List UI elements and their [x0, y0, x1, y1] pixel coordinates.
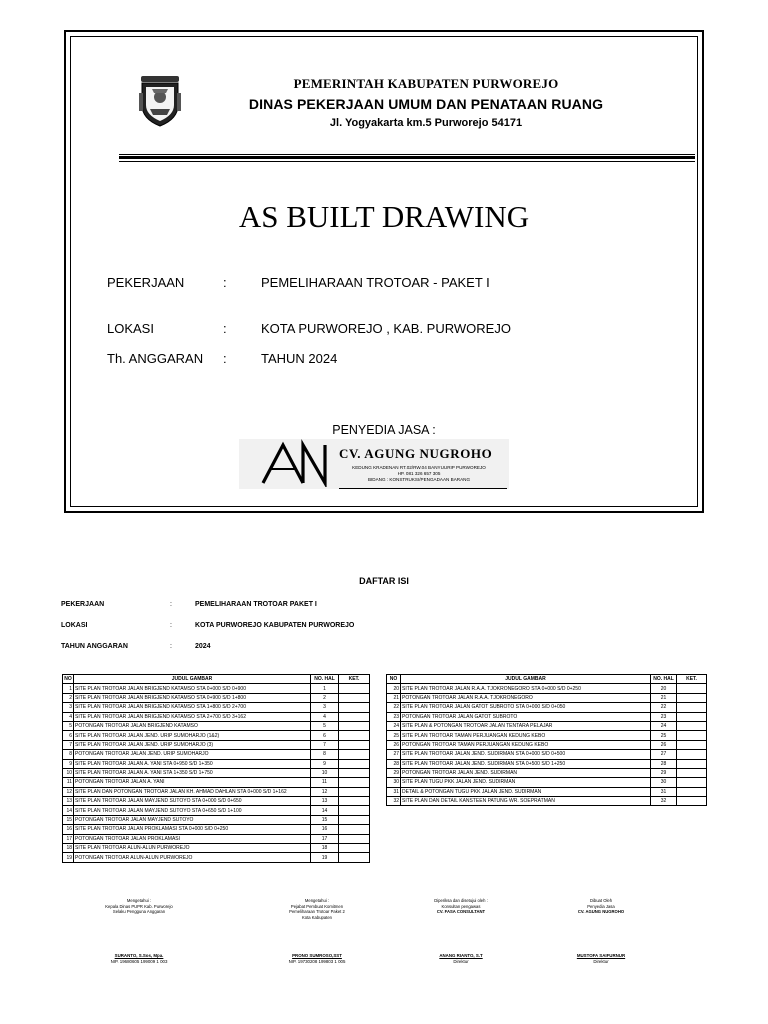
signature-caption: CV. FASA CONSULTANT [436, 909, 486, 915]
signatory [247, 953, 387, 964]
department-address: Jl. Yogyakarta km.5 Purworejo 54171 [329, 117, 523, 129]
toc-value-lokasi: KOTA PURWOREJO KABUPATEN PURWOREJO [195, 622, 355, 629]
header-rule-thin-top [119, 154, 695, 155]
page-number: 10 [311, 768, 339, 777]
row-number: 9 [63, 759, 74, 768]
drawing-title: SITE PLAN & POTONGAN TROTOAR JALAN TENTARA PELAJAR [401, 721, 651, 730]
page-number: 13 [311, 797, 339, 806]
cover-colon: : [223, 351, 227, 366]
regency-coat-of-arms-icon [139, 75, 181, 127]
toc-table-right [386, 674, 707, 806]
table-row [387, 797, 707, 806]
page-number: 16 [311, 825, 339, 834]
signature-block [531, 898, 671, 915]
cover-value-pekerjaan: PEMELIHARAAN TROTOAR - PAKET I [261, 275, 490, 290]
page-number: 9 [311, 759, 339, 768]
remarks [339, 740, 370, 749]
signature-caption: Kota Kabupaten [301, 914, 333, 920]
drawing-title: POTONGAN TROTOAR JALAN PROKLAMASI [74, 834, 311, 843]
table-row [63, 703, 370, 712]
signatory [531, 953, 671, 964]
drawing-title: SITE PLAN TROTOAR JALAN R.A.A. TJOKRONEGORO STA 0+000 S/D 0+250 [401, 684, 651, 693]
cover-label-anggaran: Th. ANGGARAN [107, 351, 204, 366]
remarks [339, 750, 370, 759]
signature-caption: Pemeliharaan Trotoar Paket 2 [289, 909, 345, 915]
page-number: 6 [311, 731, 339, 740]
remarks [677, 684, 707, 693]
row-number: 12 [63, 787, 74, 796]
drawing-title: SITE PLAN TROTOAR JALAN A. YANI STA 1+350 S/D 1+750 [74, 768, 311, 777]
remarks [339, 778, 370, 787]
page-number: 14 [311, 806, 339, 815]
column-header-no: NO [64, 676, 72, 683]
toc-label-lokasi: LOKASI [61, 622, 88, 629]
signatory-id: NIP. 19730208 199803 1 005 [288, 958, 346, 964]
signature-caption: Penyedia Jasa [587, 903, 615, 909]
drawing-title: DETAIL & POTONGAN TUGU PKK JALAN JEND. SUDIRMAN [401, 787, 651, 796]
row-number: 19 [63, 853, 74, 862]
page-number: 31 [651, 787, 677, 796]
column-header-judul: JUDUL GAMBAR [74, 675, 311, 684]
drawing-title: POTONGAN TROTOAR JALAN JEND. SUDIRMAN [401, 768, 651, 777]
row-number: 25 [387, 731, 401, 740]
toc-colon: : [170, 601, 172, 608]
row-number: 27 [387, 750, 401, 759]
drawing-title: SITE PLAN TROTOAR JALAN BRIGJEND KATAMSO STA 0+900 S/D 1+800 [74, 693, 311, 702]
provider-address: KEDUNG KRADENAN RT.02/RW.04 BANYUURIP PURWOREJO [352, 465, 486, 470]
document-title: AS BUILT DRAWING [238, 199, 530, 234]
signatory-name: SURANTO, S.Sos, Mpa. [114, 953, 164, 958]
drawing-title: POTONGAN TROTOAR JALAN GATOT SUBROTO [401, 712, 651, 721]
remarks [677, 740, 707, 749]
signatory [391, 953, 531, 964]
row-number: 32 [387, 797, 401, 806]
table-row [63, 759, 370, 768]
page-number: 7 [311, 740, 339, 749]
column-header-judul: JUDUL GAMBAR [401, 675, 651, 684]
signature-block [391, 898, 531, 915]
row-number: 2 [63, 693, 74, 702]
drawing-title: SITE PLAN TROTOAR JALAN JEND. SUDIRMAN STA 0+000 S/D 0+500 [401, 750, 651, 759]
table-row [387, 759, 707, 768]
table-row [387, 731, 707, 740]
page-number: 17 [311, 834, 339, 843]
provider-phone: HP. 081 326 657 305 [397, 471, 441, 476]
signatory-id: Direktur [593, 958, 609, 964]
provider-name: CV. AGUNG NUGROHO [339, 446, 493, 461]
page-number: 25 [651, 731, 677, 740]
remarks [339, 853, 370, 862]
table-row [63, 844, 370, 853]
signature-caption: Konsultan pengawas [441, 903, 481, 909]
drawing-title: POTONGAN TROTOAR TAMAN PERJUANGAN KEDUNG KEBO [401, 740, 651, 749]
table-row [63, 740, 370, 749]
header-rule-thin-bottom [119, 161, 695, 162]
table-header-row [387, 675, 707, 684]
column-header-ket: KET. [677, 675, 707, 684]
drawing-title: SITE PLAN TROTOAR JALAN GATOT SUBROTO STA 0+000 S/D 0+050 [401, 703, 651, 712]
remarks [677, 750, 707, 759]
row-number: 30 [387, 778, 401, 787]
page-number: 8 [311, 750, 339, 759]
page-number: 1 [311, 684, 339, 693]
toc-label-pekerjaan: PEKERJAAN [61, 601, 105, 608]
table-row [387, 684, 707, 693]
remarks [677, 778, 707, 787]
signature-caption: Pejabat Pembuat Komitmen [290, 903, 344, 909]
page-number: 5 [311, 721, 339, 730]
drawing-title: SITE PLAN TROTOAR JALAN JEND. URIP SUMOHARJO (3) [74, 740, 311, 749]
row-number: 28 [387, 759, 401, 768]
remarks [339, 815, 370, 824]
page-number: 12 [311, 787, 339, 796]
row-number: 24 [387, 721, 401, 730]
table-row [63, 815, 370, 824]
toc-title: DAFTAR ISI [359, 576, 409, 586]
remarks [339, 684, 370, 693]
table-row [63, 853, 370, 862]
drawing-title: SITE PLAN TROTOAR JALAN MAYJEND SUTOYO STA 0+650 S/D 1+100 [74, 806, 311, 815]
row-number: 10 [63, 768, 74, 777]
column-header-hal: NO. HAL [651, 675, 677, 684]
remarks [339, 693, 370, 702]
page-number: 22 [651, 703, 677, 712]
page-number: 3 [311, 703, 339, 712]
remarks [339, 768, 370, 777]
company-logo-icon [261, 439, 331, 487]
signatory [69, 953, 209, 964]
drawing-title: POTONGAN TROTOAR JALAN JEND. URIP SUMOHARJO [74, 750, 311, 759]
remarks [339, 825, 370, 834]
drawing-title: SITE PLAN TUGU PKK JALAN JEND. SUDIRMAN [401, 778, 651, 787]
drawing-title: SITE PLAN TROTOAR JALAN A. YANI STA 0+950 S/D 1+350 [74, 759, 311, 768]
table-row [387, 768, 707, 777]
drawing-title: SITE PLAN TROTOAR JALAN BRIGJEND KATAMSO STA 1+800 S/D 2+700 [74, 703, 311, 712]
column-header-ket: KET. [339, 675, 370, 684]
page-number: 18 [311, 844, 339, 853]
drawing-title: POTONGAN TROTOAR ALUN-ALUN PURWOREJO [74, 853, 311, 862]
signature-caption: Diperiksa dan disetujui oleh : [434, 898, 488, 903]
page-number: 19 [311, 853, 339, 862]
page-number: 4 [311, 712, 339, 721]
drawing-title: SITE PLAN DAN DETAIL KANSTEEN PATUNG WR. SOEPRATMAN [401, 797, 651, 806]
remarks [339, 797, 370, 806]
drawing-title: POTONGAN TROTOAR JALAN R.A.A. TJOKRONEGORO [401, 693, 651, 702]
row-number: 18 [63, 844, 74, 853]
table-row [63, 693, 370, 702]
provider-underline [339, 488, 507, 489]
provider-label: PENYEDIA JASA : [332, 423, 436, 437]
remarks [339, 712, 370, 721]
row-number: 26 [387, 740, 401, 749]
row-number: 4 [63, 712, 74, 721]
table-row [63, 712, 370, 721]
government-name: PEMERINTAH KABUPATEN PURWOREJO [293, 76, 559, 91]
remarks [339, 834, 370, 843]
row-number: 7 [63, 740, 74, 749]
table-row [63, 787, 370, 796]
cover-label-pekerjaan: PEKERJAAN [107, 275, 185, 290]
table-row [387, 693, 707, 702]
table-row [63, 768, 370, 777]
remarks [677, 787, 707, 796]
cover-colon: : [223, 275, 227, 290]
row-number: 29 [387, 768, 401, 777]
signature-caption: Selaku Pengguna Anggaran [112, 909, 166, 915]
drawing-title: POTONGAN TROTOAR JALAN BRIGJEND KATAMSO [74, 721, 311, 730]
drawing-title: SITE PLAN TROTOAR ALUN-ALUN PURWOREJO [74, 844, 311, 853]
remarks [339, 759, 370, 768]
signature-caption: CV. AGUNG NUGROHO [577, 909, 625, 915]
provider-stamp [239, 439, 509, 489]
row-number: 31 [387, 787, 401, 796]
drawing-title: SITE PLAN TROTOAR TAMAN PERJUANGAN KEDUNG KEBO [401, 731, 651, 740]
cover-label-lokasi: LOKASI [107, 321, 154, 336]
drawing-title: SITE PLAN TROTOAR JALAN JEND. URIP SUMOHARJO (1&2) [74, 731, 311, 740]
signatory-id: Direktur [453, 958, 469, 964]
page-number: 15 [311, 815, 339, 824]
remarks [677, 731, 707, 740]
column-header-hal: NO. HAL [311, 675, 339, 684]
table-header-row [63, 675, 370, 684]
table-row [63, 721, 370, 730]
page-number: 20 [651, 684, 677, 693]
page-number: 23 [651, 712, 677, 721]
remarks [677, 797, 707, 806]
drawing-title: POTONGAN TROTOAR JALAN MAYJEND SUTOYO [74, 815, 311, 824]
row-number: 14 [63, 806, 74, 815]
table-row [63, 778, 370, 787]
page-number: 2 [311, 693, 339, 702]
table-row [387, 750, 707, 759]
page-number: 24 [651, 721, 677, 730]
table-row [63, 834, 370, 843]
signature-caption: Kepala Dinas PUPR Kab. Purworejo [105, 903, 173, 909]
signature-block [247, 898, 387, 920]
remarks [677, 703, 707, 712]
table-row [63, 750, 370, 759]
table-row [63, 825, 370, 834]
drawing-title: SITE PLAN TROTOAR JALAN BRIGJEND KATAMSO STA 2+700 S/D 3+162 [74, 712, 311, 721]
remarks [339, 787, 370, 796]
drawing-title: SITE PLAN DAN POTONGAN TROTOAR JALAN KH. AHMAD DAHLAN STA 0+000 S/D 1+162 [74, 787, 311, 796]
row-number: 15 [63, 815, 74, 824]
row-number: 3 [63, 703, 74, 712]
signatory-name: PRONO SUMROSO,SST [292, 953, 342, 958]
department-name: DINAS PEKERJAAN UMUM DAN PENATAAN RUANG [248, 96, 604, 112]
signature-caption: Dibuat Oleh [589, 898, 613, 903]
remarks [339, 731, 370, 740]
drawing-title: SITE PLAN TROTOAR JALAN BRIGJEND KATAMSO STA 0+000 S/D 0+900 [74, 684, 311, 693]
row-number: 8 [63, 750, 74, 759]
toc-value-pekerjaan: PEMELIHARAAN TROTOAR PAKET I [195, 601, 317, 608]
row-number: 5 [63, 721, 74, 730]
drawing-title: SITE PLAN TROTOAR JALAN JEND. SUDIRMAN STA 0+500 S/D 1+250 [401, 759, 651, 768]
remarks [677, 693, 707, 702]
cover-frame [64, 30, 704, 513]
page-number: 27 [651, 750, 677, 759]
remarks [677, 768, 707, 777]
toc-label-tahun: TAHUN ANGGARAN [61, 643, 128, 650]
table-row [387, 778, 707, 787]
toc-colon: : [170, 622, 172, 629]
table-row [63, 797, 370, 806]
page-number: 26 [651, 740, 677, 749]
remarks [339, 844, 370, 853]
row-number: 1 [63, 684, 74, 693]
cover-colon: : [223, 321, 227, 336]
page-number: 32 [651, 797, 677, 806]
header-rule-thick [119, 156, 695, 159]
row-number: 17 [63, 834, 74, 843]
row-number: 11 [63, 778, 74, 787]
toc-table-left [62, 674, 370, 863]
row-number: 22 [387, 703, 401, 712]
remarks [677, 721, 707, 730]
table-row [387, 703, 707, 712]
page-number: 28 [651, 759, 677, 768]
table-row [63, 731, 370, 740]
page-number: 30 [651, 778, 677, 787]
remarks [677, 759, 707, 768]
table-row [387, 721, 707, 730]
remarks [339, 721, 370, 730]
page-number: 11 [311, 778, 339, 787]
signatory-name: ANANG RIANTO, S.T [439, 953, 483, 958]
signature-caption: Mengetahui : [126, 898, 152, 903]
signature-block [69, 898, 209, 915]
remarks [339, 703, 370, 712]
table-row [63, 684, 370, 693]
drawing-title: SITE PLAN TROTOAR JALAN MAYJEND SUTOYO STA 0+000 S/D 0+650 [74, 797, 311, 806]
cover-inner-frame [70, 36, 698, 507]
row-number: 13 [63, 797, 74, 806]
signature-caption: Mengetahui : [304, 898, 330, 903]
remarks [339, 806, 370, 815]
row-number: 21 [387, 693, 401, 702]
drawing-title: SITE PLAN TROTOAR JALAN PROKLAMASI STA 0+000 S/D 0+250 [74, 825, 311, 834]
row-number: 6 [63, 731, 74, 740]
signatory-name: MUSTOFA SAIFURNUR [576, 953, 626, 958]
table-row [387, 787, 707, 796]
drawing-title: POTONGAN TROTOAR JALAN A. YANI [74, 778, 311, 787]
column-header-no: NO [387, 675, 401, 684]
row-number: 20 [387, 684, 401, 693]
provider-field: BIDANG : KONSTRUKSI/PENGADAAN BARANG [367, 477, 471, 482]
signatory-id: NIP. 19680605 199009 1 003 [110, 958, 168, 964]
table-row [387, 740, 707, 749]
toc-value-tahun: 2024 [195, 643, 211, 650]
remarks [677, 712, 707, 721]
row-number: 16 [63, 825, 74, 834]
page-number: 21 [651, 693, 677, 702]
toc-colon: : [170, 643, 172, 650]
cover-value-anggaran: TAHUN 2024 [261, 351, 338, 366]
page-number: 29 [651, 768, 677, 777]
table-row [387, 712, 707, 721]
cover-value-lokasi: KOTA PURWOREJO , KAB. PURWOREJO [261, 321, 511, 336]
row-number: 23 [387, 712, 401, 721]
table-row [63, 806, 370, 815]
